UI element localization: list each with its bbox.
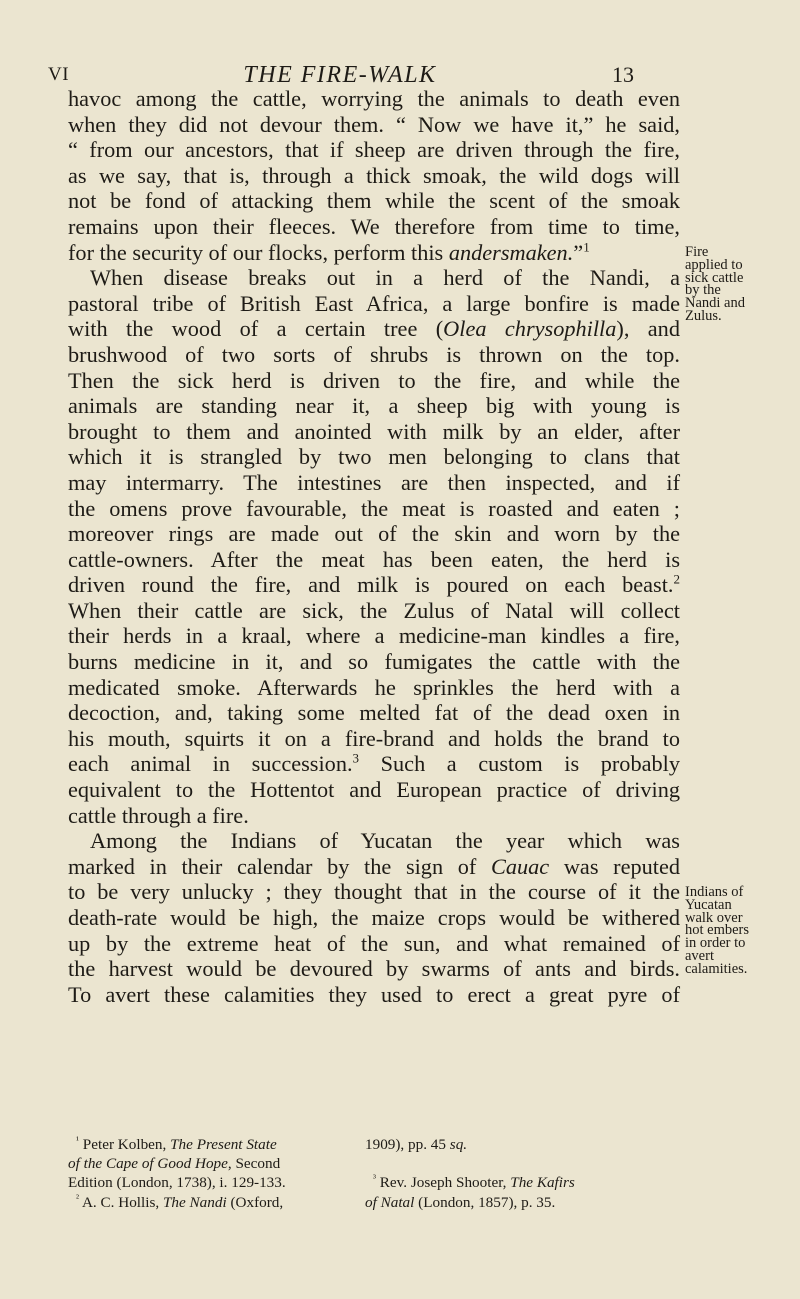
- text-run: (Oxford,: [226, 1193, 284, 1211]
- text-run: Rev. Joseph Shooter,: [376, 1174, 511, 1192]
- text-run: Peter Kolben,: [79, 1136, 171, 1153]
- text-line: their herds in a kraal, where a medicine-man kindles a fire,: [68, 623, 680, 649]
- text-line: cattle through a fire.: [68, 802, 249, 828]
- margin-line: Nandi and: [685, 295, 745, 312]
- margin-line: Zulus.: [685, 307, 722, 324]
- text-run: was reputed: [549, 853, 681, 879]
- italic-title: The Kafirs: [510, 1174, 575, 1192]
- text-line: When disease breaks out in a herd of the Nandi, a: [90, 265, 680, 291]
- text-line: brushwood of two sorts of shrubs is thrown on the top.: [68, 341, 680, 367]
- text-line: medicated smoke. Afterwards he sprinkles the herd with a: [68, 674, 680, 700]
- text-line: the harvest would be devoured by swarms of ants and birds.: [68, 956, 680, 982]
- footnote-marker: ²: [76, 1192, 79, 1204]
- text-run: driven round the fire, and milk is poured on each beast.: [68, 572, 674, 598]
- margin-note-yucatan: [685, 886, 800, 976]
- text-run: A. C. Hollis,: [79, 1193, 163, 1211]
- footnote-ref[interactable]: 2: [673, 571, 680, 587]
- italic-term: andersmaken.: [448, 239, 574, 265]
- text-line: cattle-owners. After the meat has been eaten, the herd is: [68, 546, 680, 572]
- text-line: which it is strangled by two men belonging to clans that: [68, 444, 680, 470]
- text-line: when they did not devour them. “ Now we have it,” he said,: [68, 111, 680, 137]
- margin-line: calamities.: [685, 960, 748, 977]
- italic-title: of Natal: [365, 1193, 415, 1211]
- chapter-number: VI: [48, 64, 70, 85]
- text-line: [68, 854, 680, 880]
- footnote-ref[interactable]: 3: [352, 751, 360, 767]
- margin-line: Indians of: [685, 884, 744, 900]
- text-line: pastoral tribe of British East Africa, a large bonfire is made: [68, 290, 680, 316]
- text-run: , Second: [227, 1155, 281, 1173]
- text-line: [68, 572, 680, 598]
- margin-line: walk over: [685, 909, 743, 926]
- footnote-line: [365, 1193, 680, 1212]
- text-run: for the security of our flocks, perform this: [68, 239, 449, 265]
- italic-term: Cauac: [490, 853, 550, 879]
- footnote-marker: ¹: [76, 1134, 79, 1146]
- margin-line: Fire: [685, 244, 709, 260]
- text-line: moreover rings are made out of the skin and worn by the: [68, 521, 680, 547]
- text-line: burns medicine in it, and so fumigates the cattle with the: [68, 649, 680, 675]
- text-line: [68, 316, 680, 342]
- text-run: Such a custom is probably: [359, 751, 680, 777]
- italic-title: The Nandi: [162, 1193, 227, 1211]
- margin-line: avert: [685, 947, 714, 964]
- text-run: (London, 1857), p. 35.: [414, 1193, 556, 1211]
- margin-line: by the: [685, 282, 721, 299]
- running-title: THE FIRE-WALK: [243, 62, 437, 88]
- text-run: ), and: [616, 316, 680, 342]
- margin-line: applied to: [685, 256, 743, 273]
- margin-note-nandi: [685, 246, 800, 323]
- text-line: may intermarry. The intestines are then inspected, and if: [68, 469, 680, 495]
- text-run: each animal in succession.: [68, 751, 353, 777]
- text-line: decoction, and, taking some melted fat of the dead oxen in: [68, 700, 680, 726]
- text-run: with the wood of a certain tree (: [68, 316, 444, 342]
- footnote-line: [68, 1135, 350, 1154]
- italic-title: The Present State: [170, 1136, 277, 1153]
- text-line: his mouth, squirts it on a fire-brand and holds the brand to: [68, 725, 680, 751]
- footnote-line: [365, 1173, 680, 1192]
- page-number: 13: [612, 62, 634, 87]
- text-line: “ from our ancestors, that if sheep are driven through the fire,: [68, 137, 680, 163]
- text-line: animals are standing near it, a sheep big with young is: [68, 393, 680, 419]
- footnote-ref[interactable]: 1: [583, 239, 590, 255]
- margin-line: sick cattle: [685, 269, 744, 286]
- text-line: as we say, that is, through a thick smoak, the wild dogs will: [68, 162, 680, 188]
- text-line: the omens prove favourable, the meat is roasted and eaten ;: [68, 495, 680, 521]
- text-line: equivalent to the Hottentot and European practice of driving: [68, 777, 680, 803]
- text-line: To avert these calamities they used to erect a great pyre of: [68, 981, 680, 1007]
- footnote-line: [365, 1135, 680, 1154]
- margin-line: in order to: [685, 935, 746, 952]
- footnotes-left-column: [68, 1135, 350, 1212]
- text-line: remains upon their fleeces. We therefore from time to time,: [68, 213, 680, 239]
- text-line: to be very unlucky ; they thought that in the course of it the: [68, 879, 680, 905]
- text-line: When their cattle are sick, the Zulus of Natal will collect: [68, 597, 680, 623]
- text-run: 1909), pp. 45: [365, 1136, 450, 1153]
- text-line: not be fond of attacking them while the scent of the smoak: [68, 188, 680, 214]
- footnote-line: [68, 1193, 350, 1212]
- text-line: death-rate would be high, the maize crops would be withered: [68, 905, 680, 930]
- italic-title: of the Cape of Good Hope: [68, 1155, 228, 1173]
- text-line: brought to them and anointed with milk by an elder, after: [68, 418, 680, 444]
- main-text: [68, 86, 680, 1007]
- text-run: marked in their calendar by the sign of: [68, 853, 491, 879]
- footnote-line: Edition (London, 1738), i. 129-133.: [68, 1174, 286, 1192]
- text-line: [68, 751, 680, 777]
- text-line: havoc among the cattle, worrying the animals to death even: [68, 86, 680, 111]
- margin-line: Yucatan: [685, 896, 732, 913]
- footnote-marker: ³: [373, 1173, 376, 1185]
- italic-abbrev: sq.: [449, 1136, 468, 1153]
- text-line: Among the Indians of Yucatan the year which was: [90, 828, 680, 854]
- footnotes-right-column: [365, 1135, 680, 1212]
- margin-line: hot embers: [685, 922, 750, 939]
- text-run: ”: [573, 239, 584, 265]
- footnote-line: [68, 1154, 350, 1173]
- text-line: up by the extreme heat of the sun, and what remained of: [68, 930, 680, 956]
- text-line: Then the sick herd is driven to the fire, and while the: [68, 367, 680, 393]
- text-line: [68, 240, 680, 266]
- italic-term: Olea chrysophilla: [443, 316, 617, 342]
